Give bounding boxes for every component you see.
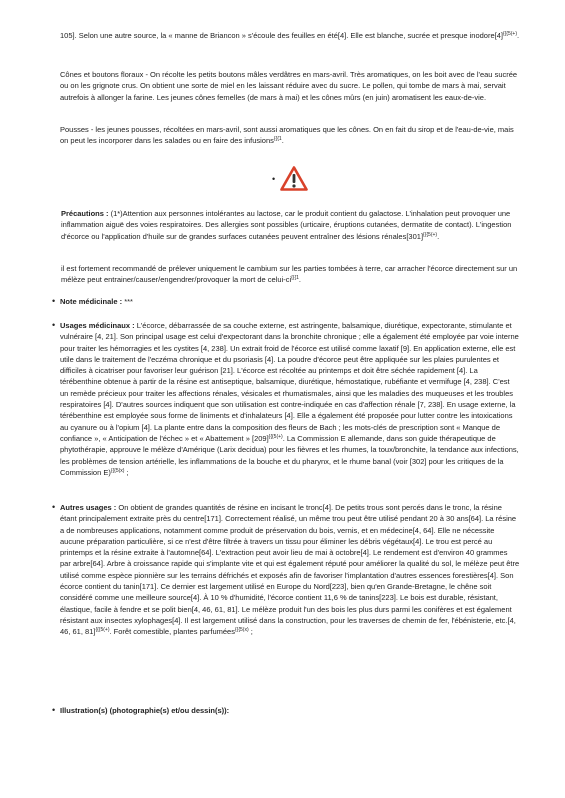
reference-marker: {{{5(+) (95, 627, 110, 634)
reference-marker: {{{5(+) (502, 31, 518, 37)
reference-marker: {{{5(+) (268, 433, 283, 440)
reference-marker: {{{5(x) (234, 627, 249, 634)
illustrations-label: Illustration(s) (photographie(s) et/ou dessin(s)): (60, 706, 230, 715)
list-item-usages-medicinaux: • Usages médicinaux : L'écorce, débarrassée de sa couche externe, est astringente, balsamique, diurétique, expectorante, stimulante et vulnéraire [4, 21]. Son principal usage est celui d'expectorant dans la bronchite chronique ; elle a également été employée par voie interne pour traiter les hémorragies et les cystites [4, 238]. Un extrait froid de l'écorce est utilisé comme laxatif [9]. En application externe, elle est utile dans le traitement de l'eczéma chronique et du psoriasis [4]. La poudre d'écorce peut être appliquée sur les plaies purulentes et difficiles à cicatriser pour favoriser leur guérison [21]. L'écorce est récoltée au printemps et doit être séchée rapidement [4]. La térébenthine obtenue à partir de la résine est antiseptique, balsamique, diurétique, hémostatique, rubéfiante et vermifuge [4, 238]. C'est un remède précieux pour traiter les affections rénales, vésicales et rhumatismales, ainsi que les maladies des muqueuses et les troubles respiratoires [4]. D'autres sources indiquent que son utilisation est contre-indiquée en cas d'affection rénale [7, 238]. En usage externe, la térébenthine est employée sous forme de liniments et d'inhalateurs [4]. Elle a également été proposée pour lutter contre les intoxications au cyanure ou à l'opium [4]. La plante entre dans la composition des fleurs de Bach ; les mots-clés de prescription sont « Manque de confiance », « Anticipation de l'échec » et « Abattement » $[209]^{\{\{\{5(+)}$. La Commission E allemande, dans son guide thérapeutique de phytothérapie, approuve le mélèze d'Amérique (Larix decidua) pour les fièvres et les rhumes, la toux/bronchite, la tendance aux infections, les problèmes de tension artérielle, les inflammations de la bouche et du pharynx, et le rhume banal (voir [302] pour les critiques de la Commission E)$^{\{\{\{5(x)}$ ; (52, 320, 519, 477)
paragraph-text: . La Commission E allemande, dans son guide thérapeutique de phytothérapie, approuve le mélèze d'Amérique (Larix decidua) pour les fièvres et les rhumes, la toux/bronchite, la tendance aux infections, les problèmes de tension artérielle, les inflammations de la bouche et du pharynx, et le rhume banal (voir [302] pour les critiques de la Commission E) (60, 433, 519, 477)
paragraph-manne: 105]. Selon une autre source, la « manne de Briancon » s'écoule des feuilles en été[4]. Elle est blanche, sucrée et presque $inodore[4]^{\{\{\{5(+)}$. (60, 31, 520, 40)
bullet-dot: • (52, 296, 56, 306)
paragraph-text: il est fortement recommandé de prélever uniquement le cambium sur les parties tombées à terre, car arracher l'écorce directement sur un mélèze peut entrainer/causer/engendrer/provoquer la mort de celui-ci (61, 264, 518, 285)
list-item-note-medicinale (52, 296, 520, 307)
bullet-dot: • (52, 502, 56, 512)
reference-marker: {{{5(x) (110, 467, 125, 474)
reference-marker: {{{1 (273, 136, 282, 143)
reference-marker: {{{5(+) (423, 231, 438, 238)
paragraph-cones (60, 69, 520, 103)
note-medicinale-label: Note médicinale : (60, 297, 123, 306)
paragraph-text: Pousses - les jeunes pousses, récoltées en mars-avril, sont aussi aromatiques que les cônes. On en fait du sirop et de l'eau-de-vie, mais on peut les incorporer dans les salades ou en faire des infusions (60, 125, 514, 146)
autres-usages-label: Autres usages : (60, 503, 117, 512)
paragraph-text: L'écorce, débarrassée de sa couche externe, est astringente, balsamique, diurétique, expectorante, stimulante et vulnéraire [4, 21]. Son principal usage est celui d'expectorant dans la bronchite chronique ; elle a également été employée par voie interne pour traiter les hémorragies et les cystites [4, 238]. Un extrait froid de l'écorce est utilisé comme laxatif [9]. En application externe, elle est utile dans le traitement de l'eczéma chronique et du psoriasis [4]. La poudre d'écorce peut être appliquée sur les plaies purulentes et difficiles à cicatriser pour favoriser leur guérison [21]. L'écorce est récoltée au printemps et doit être séchée rapidement [4]. La térébenthine obtenue à partir de la résine est antiseptique, balsamique, diurétique, hémostatique, rubéfiante et vermifuge [4, 238]. C'est un remède précieux pour traiter les affections rénales, vésicales et rhumatismales, ainsi que les maladies des muqueuses et les troubles respiratoires [4]. D'autres sources indiquent que son utilisation est contre-indiquée en cas d'affection rénale [7, 238]. En usage externe, la térébenthine est employée sous forme de liniments et d'inhalateurs [4]. Elle a également été proposée pour lutter contre les intoxications au cyanure ou à l'opium [4]. La plante entre dans la composition des fleurs de Bach ; les mots-clés de prescription sont « Manque de confiance », « Anticipation de l'échec » et « Abattement » [209] (60, 321, 519, 443)
paragraph-text: Cônes et boutons floraux - On récolte les petits boutons mâles verdâtres en mars-avril. Très aromatiques, on les boit avec de l'eau sucrée ou on les grignote crus. On obtient une sorte de miel en les laissant réduire avec du sucre. Le pollen, qui tombe de mars à mai, servait autrefois à allonger la farine. Les jeunes cônes femelles (de mars à mai) et les cônes mûrs (en juin) aromatisent les eaux-de-vie. (60, 70, 518, 102)
bullet-dot: • (52, 705, 56, 715)
note-medicinale-value: *** (122, 297, 133, 306)
paragraph-text: . Forêt comestible, plantes parfumées (109, 627, 235, 637)
paragraph-cambium: il est fortement recommandé de prélever uniquement le cambium sur les parties tombées à terre, car arracher l'écorce directement sur un mélèze peut entrainer/causer/engendrer/provoquer la mort de celui-$ci^{\{\{\{1}$. (61, 264, 518, 285)
bullet-dot: • (52, 320, 56, 330)
paragraph-text: (1*)Attention aux personnes intolérantes au lactose, car le produit contient du galactose. L'inhalation peut provoquer une inflammation aiguë des voies respiratoires. Des allergies sont possibles (urticaire, éruptions cutanées, dermatite de contact). L'ingestion d'écorce ou l'application d'huile sur de grandes surfaces cutanées peuvent entraîner des lésions rénales[301] (61, 209, 512, 241)
paragraph-pousses: Pousses - les jeunes pousses, récoltées en mars-avril, sont aussi aromatiques que les cônes. On en fait du sirop et de l'eau-de-vie, mais on peut les incorporer dans les salades ou en faire des infusions$^{\{\{\{1}$. (60, 125, 514, 146)
list-item-illustrations (52, 705, 520, 716)
paragraph-text: 105]. Selon une autre source, la « manne de Briancon » s'écoule des feuilles en été[4]. Elle est blanche, sucrée et presque inodore[4] (60, 31, 503, 40)
paragraph-precautions: Précautions : (1*)Attention aux personnes intolérantes au lactose, car le produit contient du galactose. L'inhalation peut provoquer une inflammation aiguë des voies respiratoires. Des allergies sont possibles (urticaire, éruptions cutanées, dermatite de contact). L'ingestion d'écorce ou l'application d'huile sur de grandes surfaces cutanées peuvent entraîner des lésions $rénales[301]^{\{\{\{5(+)}$. (61, 209, 512, 241)
paragraph-text: On obtient de grandes quantités de résine en incisant le tronc[4]. De petits trous sont percés dans le tronc, la résine étant principalement extraite près du centre[171]. Correctement réalisé, un même trou peut être utilisé pendant 20 à 30 ans[64]. La résine a de nombreuses applications, notamment comme produit de préservation du bois, vernis, et en médecine[4, 64]. Elle ne nécessite aucune préparation particulière, si ce n'est d'être filtrée à travers un tissu pour éliminer les débris végétaux[4]. Le trou est percé au printemps et la résine extraite à l'automne[64]. L'extraction peut avoir lieu de mai à octobre[4]. Le rendement est d'environ 40 grammes par arbre[64]. Arbre à croissance rapide qui s'implante vite et qui est également réputé pour améliorer la qualité du sol, le mélèze peut être utilisé comme espèce pionnière sur les terrains défrichés et exposés afin de favoriser l'implantation d'autres essences forestières[4]. Son écorce contient du tanin[171]. Ce dernier est largement utilisé en Europe du Nord[223], bien qu'en Grande-Bretagne, le chêne soit considéré comme une meilleure source[4]. À 10 % d'humidité, l'écorce contient 11,6 % de tanins[223]. Le bois est durable, résistant, élastique, facile à fendre et se polit bien[4, 46, 61, 81]. Le mélèze produit l'un des bois les plus durs parmi les conifères et est également résistant aux insectes xylophages[4]. Il est largement utilisé dans la construction, pour les traverses de chemin de fer, l'ébénisterie, etc.[4, 46, 61, 81] (60, 503, 520, 637)
usages-medicinaux-label: Usages médicinaux : (60, 321, 135, 330)
warning-block (272, 166, 316, 192)
reference-marker: {{{1 (291, 275, 299, 282)
warning-triangle-icon (280, 166, 308, 191)
list-item-autres-usages: • Autres usages : On obtient de grandes quantités de résine en incisant le tronc[4]. De petits trous sont percés dans le tronc, la résine étant principalement extraite près du centre[171]. Correctement réalisé, un même trou peut être utilisé pendant 20 à 30 ans[64]. La résine a de nombreuses applications, notamment comme produit de préservation du bois, vernis, et en médecine[4, 64]. Elle ne nécessite aucune préparation particulière, si ce n'est d'être filtrée à travers un tissu pour éliminer les débris végétaux[4]. Le trou est percé au printemps et la résine extraite à l'automne[64]. L'extraction peut avoir lieu de mai à octobre[4]. Le rendement est d'environ 40 grammes par arbre[64]. Arbre à croissance rapide qui s'implante vite et qui est également réputé pour améliorer la qualité du sol, le mélèze peut être utilisé comme espèce pionnière sur les terrains défrichés et exposés afin de favoriser l'implantation d'autres essences forestières[4]. Son écorce contient du tanin[171]. Ce dernier est largement utilisé en Europe du Nord[223], bien qu'en Grande-Bretagne, le chêne soit considéré comme une meilleure source[4]. À 10 % d'humidité, l'écorce contient 11,6 % de tanins[223]. Le bois est durable, résistant, élastique, facile à fendre et se polit bien[4, 46, 61, 81]. Le mélèze produit l'un des bois les plus durs parmi les conifères et est également résistant aux insectes xylophages[4]. Il est largement utilisé dans la construction, pour les traverses de chemin de fer, l'ébénisterie, etc.[4, 46, 61, 81]$^{\{\{\{5(+)}$. Forêt comestible, plantes parfumées$^{\{\{\{5(x)}$ ; (52, 502, 520, 637)
bullet-dot: • (272, 174, 276, 184)
precautions-label: Précautions : (61, 209, 109, 218)
